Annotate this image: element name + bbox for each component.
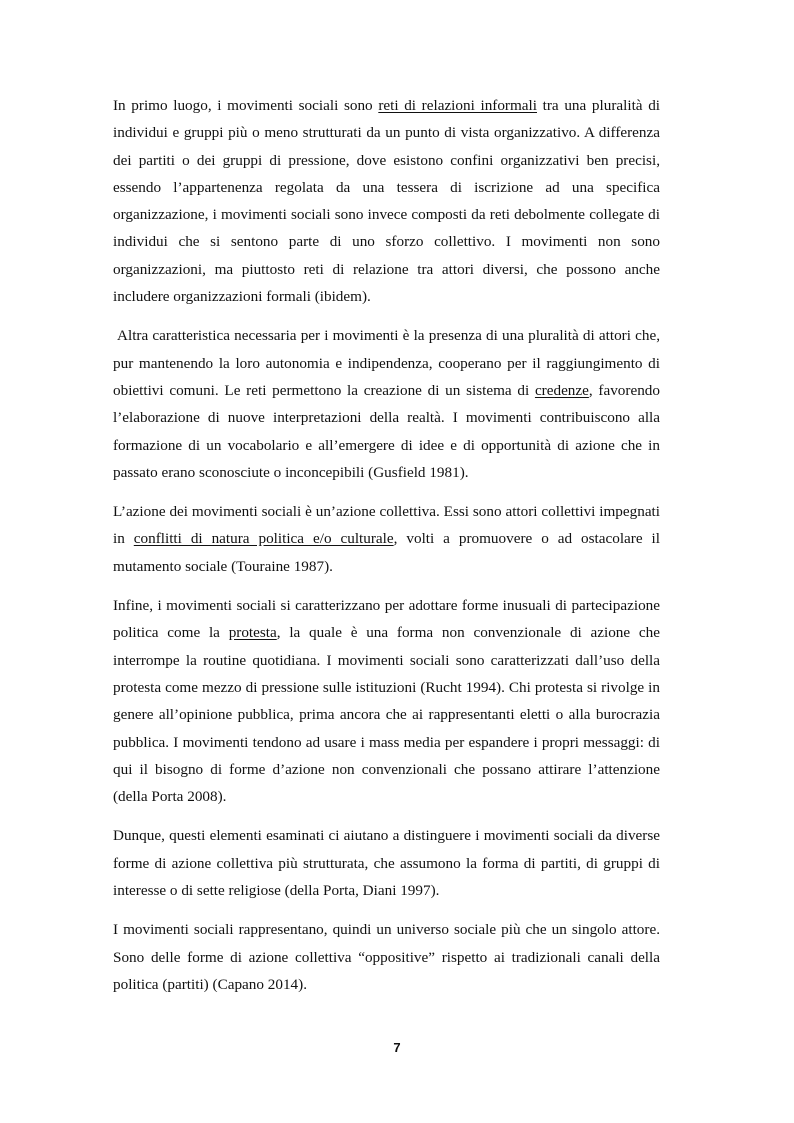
underlined-term: conflitti di natura politica e/o culturale (133, 530, 394, 548)
paragraph-text: tra una pluralità di individui e gruppi più o meno strutturati da un punto di vista organizzativo. A differenza dei partiti o dei gruppi di pressione, dove esistono confini organizzativi ben precisi, essendo l’appartenenza regolata da una tessera di iscrizione ad una specifica organizzazione, i movimenti sociali sono invece composti da reti debolmente collegate di individui che si sentono parte di uno sforzo collettivo. I movimenti non sono organizzazioni, ma piuttosto reti di relazione tra attori diversi, che possono anche includere organizzazioni formali (ibidem). (113, 97, 661, 306)
document-body (113, 92, 660, 1010)
paragraph-actors (113, 322, 660, 486)
paragraph-conclusion (113, 916, 660, 998)
paragraph-text: In primo luogo, i movimenti sociali sono (113, 97, 379, 114)
paragraph-text: Infine, i movimenti sociali si caratterizzano per adottare forme inusuali di partecipazione politica come la (113, 597, 660, 642)
paragraph-text: , favorendo l’elaborazione di nuove interpretazioni della realtà. I movimenti contribuiscono alla formazione di un vocabolario e all’emergere di idee e di opportunità di azione che in passato erano sconosciute o inconcepibili (Gusfield 1981). (113, 381, 660, 481)
paragraph-network (113, 92, 660, 310)
underlined-term: credenze (534, 381, 589, 399)
underlined-term: reti di relazioni informali (378, 97, 537, 114)
paragraph-text: Dunque, questi elementi esaminati ci aiutano a distinguere i movimenti sociali da diverse forme di azione collettiva più strutturata, che assumono la forma di partiti, di gruppi di interesse o di sette religiose (della Porta, Diani 1997). (113, 827, 660, 900)
paragraph-text: L’azione dei movimenti sociali è un’azione collettiva. Essi sono attori collettivi impegnati in (113, 503, 660, 548)
paragraph-text: I movimenti sociali rappresentano, quindi un universo sociale più che un singolo attore. Sono delle forme di azione collettiva “oppositive” rispetto ai tradizionali canali della politica (partiti) (Capano 2014). (113, 921, 660, 993)
underlined-term: protesta (228, 624, 277, 642)
paragraph-protest (113, 592, 660, 810)
paragraph-collective-action (113, 498, 660, 580)
paragraph-distinction (113, 822, 660, 904)
paragraph-text: , volti a promuovere o ad ostacolare il mutamento sociale (Touraine 1987). (113, 530, 660, 575)
paragraph-text: Altra caratteristica necessaria per i movimenti è la presenza di una pluralità di attori che, pur mantenendo la loro autonomia e indipendenza, cooperano per il raggiungimento di obiettivi comuni. Le reti permettono la creazione di un sistema di (113, 327, 660, 399)
page-number: 7 (393, 1040, 401, 1055)
paragraph-text: , la quale è una forma non convenzionale di azione che interrompe la routine quotidiana. I movimenti sociali sono caratterizzati dall’uso della protesta come mezzo di pressione sulle istituzioni (Rucht 1994). Chi protesta si rivolge in genere all’opinione pubblica, prima ancora che ai rappresentanti eletti o alla burocrazia pubblica. I movimenti tendono ad usare i mass media per espandere i propri messaggi: di qui il bisogno di forme d’azione non convenzionali che possano attirare l’attenzione (della Porta 2008). (113, 624, 660, 806)
